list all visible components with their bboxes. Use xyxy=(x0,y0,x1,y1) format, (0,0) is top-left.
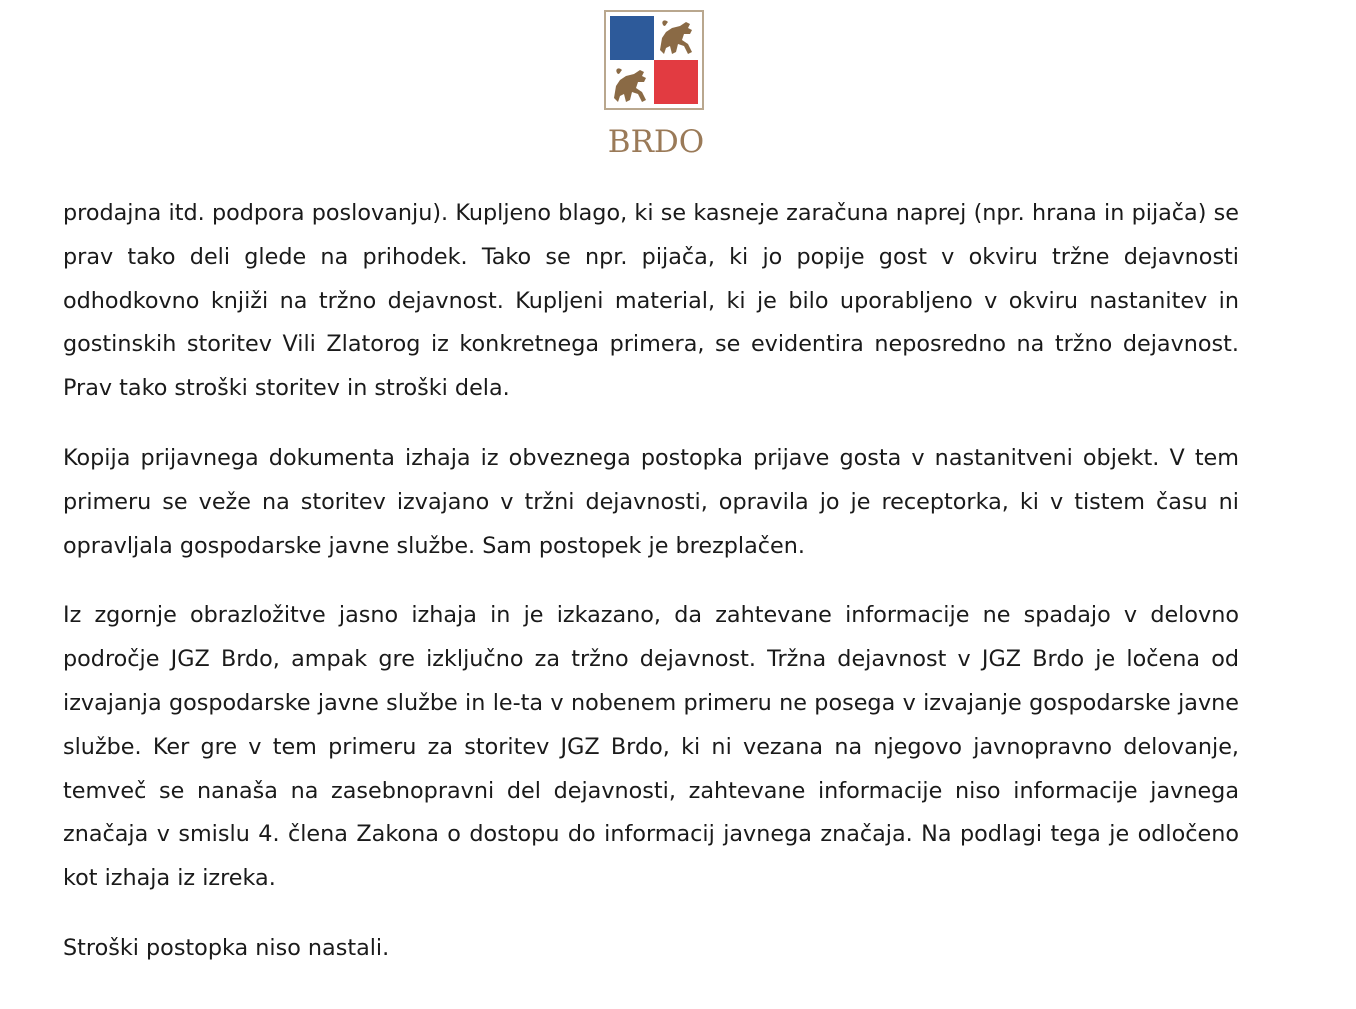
paragraph-4: Stroški postopka niso nastali. xyxy=(63,934,390,961)
document-body xyxy=(63,192,1239,971)
paragraph-2: Kopija prijavnega dokumenta izhaja iz obveznega postopka prijave gosta v nastanitveni objekt. V tem primeru se veže na storitev izvajano v tržni dejavnosti, opravila jo je receptorka, ki v tistem času ni opravljala gospodarske javne službe. Sam postopek je brezplačen. xyxy=(63,444,1239,559)
paragraph-1: prodajna itd. podpora poslovanju). Kupljeno blago, ki se kasneje zaračuna naprej (npr. hrana in pijača) se prav tako deli glede na prihodek. Tako se npr. pijača, ki jo popije gost v okviru tržne dejavnosti odhodkovno knjiži na tržno dejavnost. Kupljeni material, ki je bilo uporabljeno v okviru nastanitev in gostinskih storitev Vili Zlatorog iz konkretnega primera, se evidentira neposredno na tržno dejavnost. Prav tako stroški storitev in stroški dela. xyxy=(63,200,1239,402)
crest-icon xyxy=(604,10,708,114)
logo-wordmark: BRDO xyxy=(607,124,705,160)
brdo-logo xyxy=(596,10,716,160)
paragraph-3: Iz zgornje obrazložitve jasno izhaja in je izkazano, da zahtevane informacije ne spadajo v delovno področje JGZ Brdo, ampak gre izključno za tržno dejavnost. Tržna dejavnost v JGZ Brdo je ločena od izvajanja gospodarske javne službe in le-ta v nobenem primeru ne posega v izvajanje gospodarske javne službe. Ker gre v tem primeru za storitev JGZ Brdo, ki ni vezana na njegovo javnopravno delovanje, temveč se nanaša na zasebnopravni del dejavnosti, zahtevane informacije niso informacije javnega značaja v smislu 4. člena Zakona o dostopu do informacij javnega značaja. Na podlagi tega je odločeno kot izhaja iz izreka. xyxy=(63,602,1239,892)
